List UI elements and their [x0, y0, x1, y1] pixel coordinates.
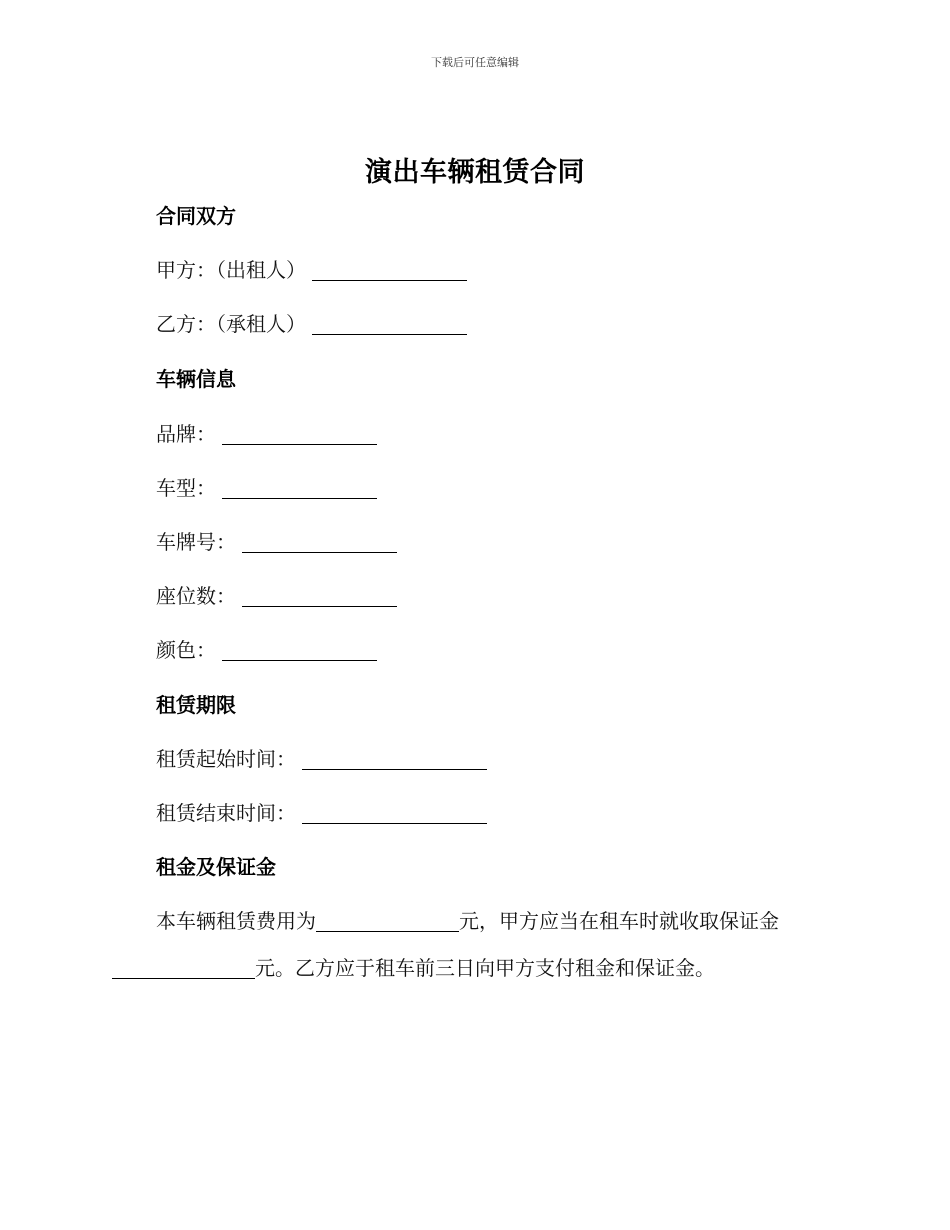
party-a-line — [156, 254, 467, 283]
color-label: 颜色： — [156, 638, 216, 662]
model-label: 车型： — [156, 476, 216, 500]
start-time-line — [156, 743, 487, 772]
seats-line — [156, 580, 397, 609]
brand-line — [156, 418, 377, 447]
plate-blank[interactable] — [242, 532, 397, 553]
seats-label: 座位数： — [156, 584, 236, 608]
brand-blank[interactable] — [222, 424, 377, 445]
plate-label: 车牌号： — [156, 530, 236, 554]
section-heading-rent: 租金及保证金 — [156, 855, 276, 879]
deposit-amount-blank[interactable] — [112, 958, 255, 979]
rent-text-3: 元。乙方应于租车前三日向甲方支付租金和保证金。 — [255, 956, 715, 980]
model-line — [156, 472, 377, 501]
rent-amount-blank[interactable] — [316, 911, 459, 932]
party-a-blank[interactable] — [312, 260, 467, 281]
party-b-blank[interactable] — [312, 314, 467, 335]
end-time-line — [156, 797, 487, 826]
end-time-blank[interactable] — [302, 803, 487, 824]
end-time-label: 租赁结束时间： — [156, 801, 296, 825]
start-time-blank[interactable] — [302, 749, 487, 770]
rent-paragraph-line-1 — [156, 905, 779, 934]
start-time-label: 租赁起始时间： — [156, 747, 296, 771]
section-heading-parties: 合同双方 — [156, 204, 236, 228]
document-title: 演出车辆租赁合同 — [365, 157, 585, 188]
brand-label: 品牌： — [156, 422, 216, 446]
rent-text-1: 本车辆租赁费用为 — [156, 909, 316, 933]
rent-text-2: 元，甲方应当在租车时就收取保证金 — [459, 909, 779, 933]
party-b-label: 乙方：（承租人） — [156, 312, 306, 336]
color-blank[interactable] — [222, 640, 377, 661]
plate-line — [156, 526, 397, 555]
model-blank[interactable] — [222, 478, 377, 499]
party-b-line — [156, 308, 467, 337]
rent-paragraph-line-2 — [112, 952, 715, 981]
header-note: 下载后可任意编辑 — [431, 56, 519, 69]
color-line — [156, 634, 377, 663]
section-heading-term: 租赁期限 — [156, 693, 236, 717]
seats-blank[interactable] — [242, 586, 397, 607]
section-heading-vehicle: 车辆信息 — [156, 367, 236, 391]
party-a-label: 甲方：（出租人） — [156, 258, 306, 282]
